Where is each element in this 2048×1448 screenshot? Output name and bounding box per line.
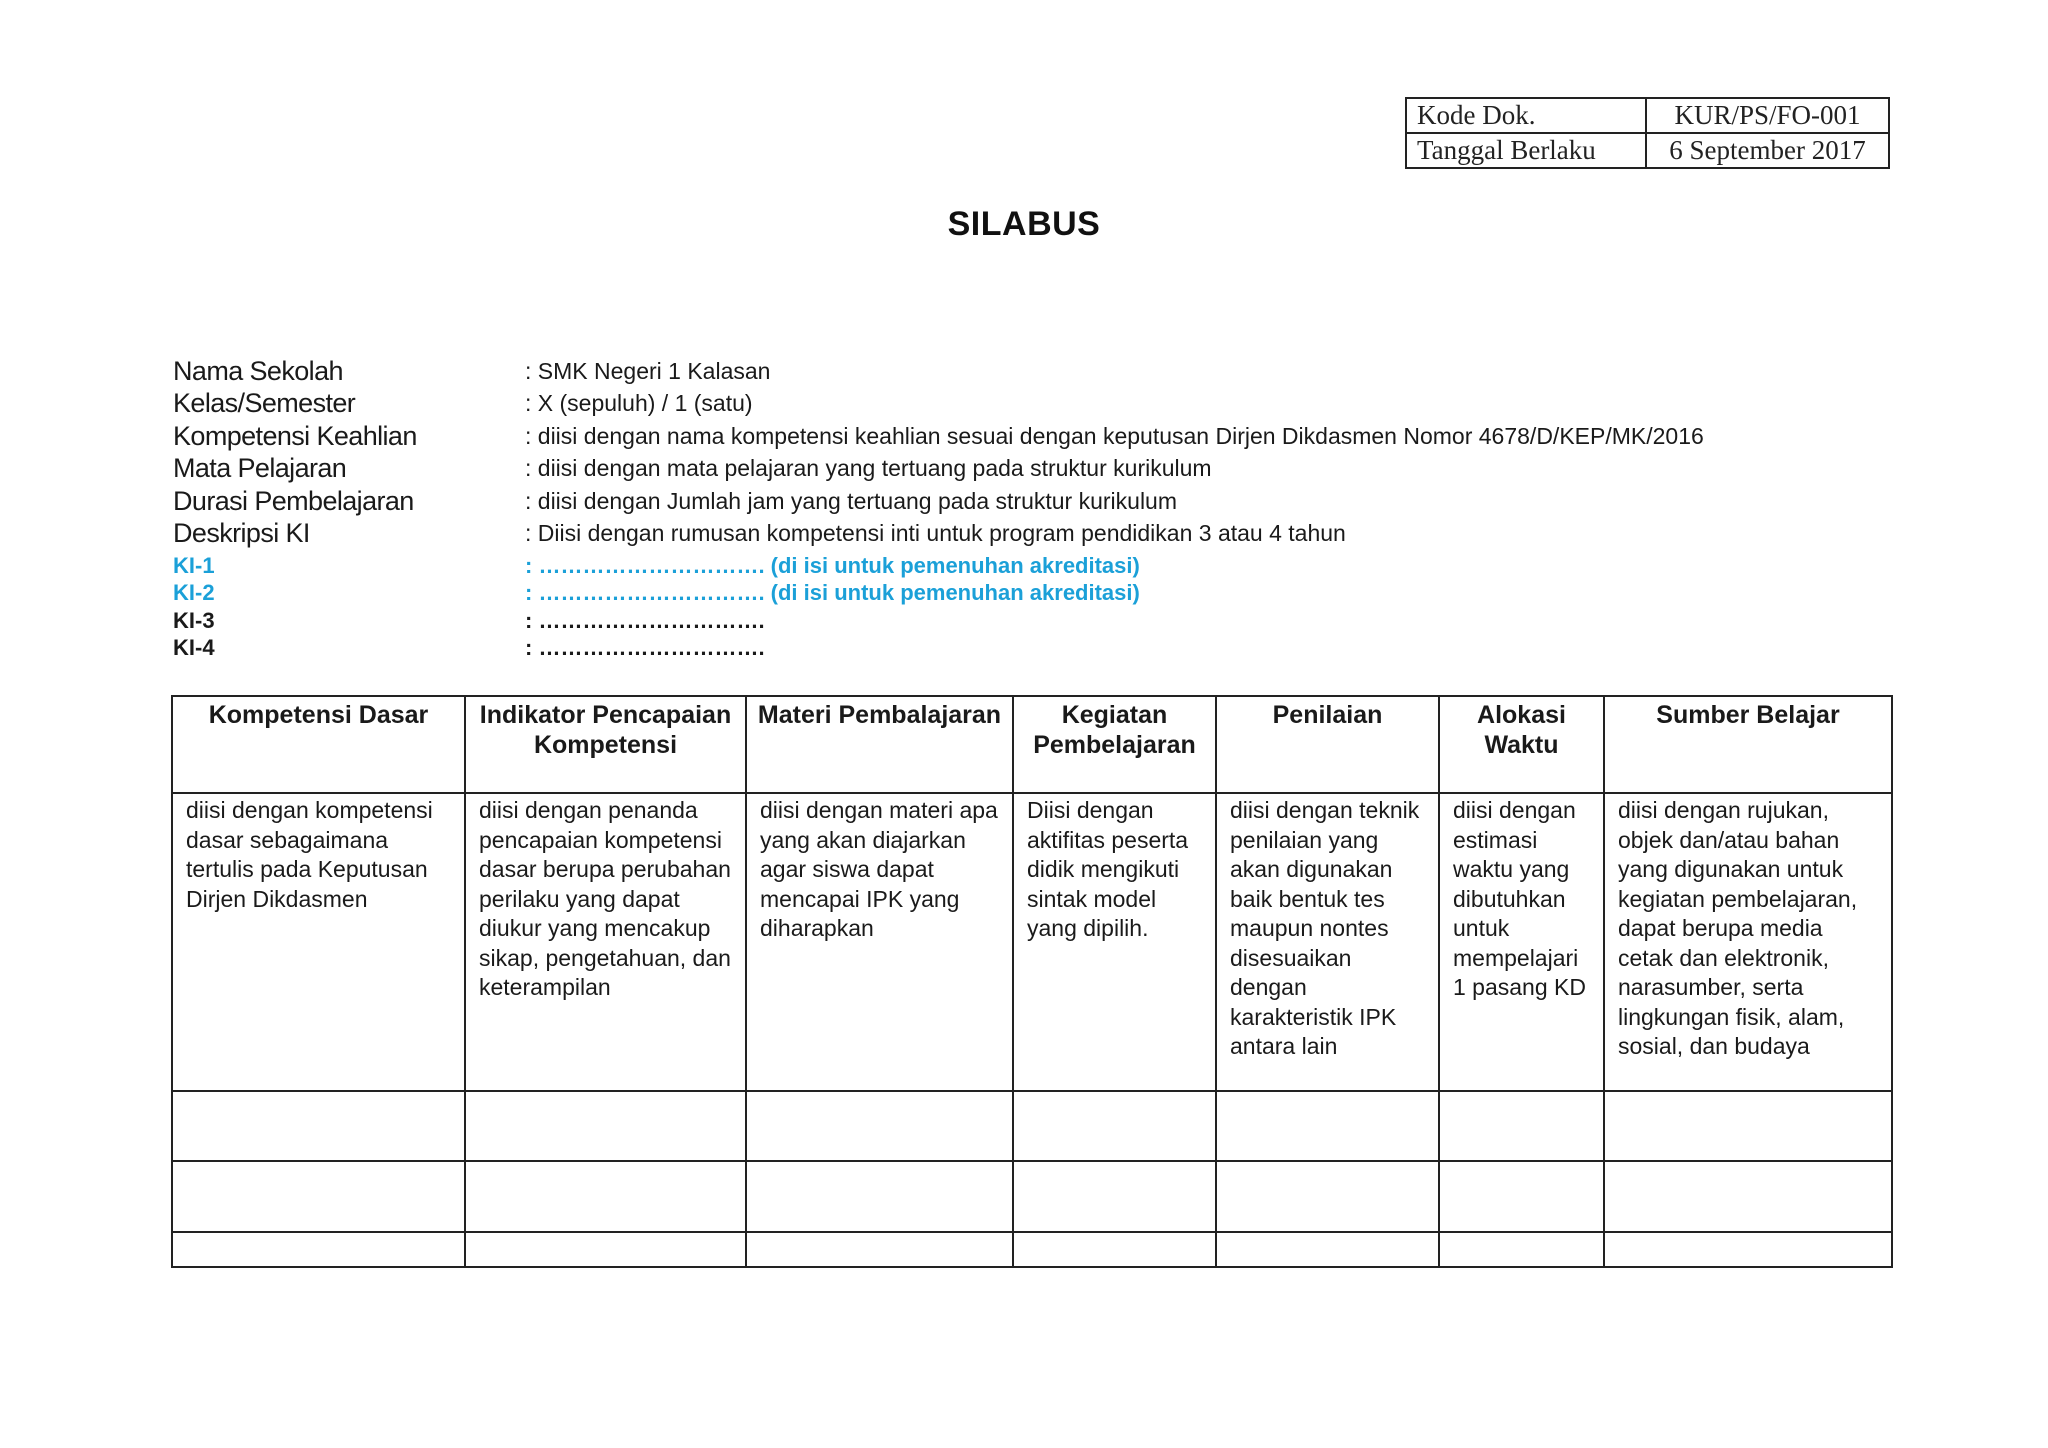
doc-date-label: Tanggal Berlaku — [1406, 133, 1646, 168]
column-header-indikator: Indikator Pencapaian Kompetensi — [465, 696, 746, 793]
info-label: Kompetensi Keahlian — [173, 420, 417, 451]
ki-row-2 — [173, 580, 1933, 608]
table-cell: diisi dengan kompetensi dasar sebagaimana tertulis pada Keputusan Dirjen Dikdasmen — [172, 793, 465, 1091]
empty-cell — [1604, 1091, 1892, 1161]
column-header-sumber-belajar: Sumber Belajar — [1604, 696, 1892, 793]
empty-cell — [1013, 1232, 1216, 1267]
table-row-empty — [172, 1232, 1892, 1267]
identity-section — [173, 355, 1933, 550]
empty-cell — [746, 1161, 1013, 1232]
ki-value: : …………………………. (di isi untuk pemenuhan akreditasi) — [525, 552, 1140, 578]
page-title: SILABUS — [947, 205, 1101, 243]
info-row-competency — [173, 420, 1933, 453]
empty-cell — [465, 1161, 746, 1232]
empty-cell — [172, 1091, 465, 1161]
document-code-box — [1405, 97, 1890, 169]
empty-cell — [1439, 1091, 1604, 1161]
info-row-school — [173, 355, 1933, 388]
table-row — [172, 793, 1892, 1091]
empty-cell — [1604, 1232, 1892, 1267]
table-cell: diisi dengan teknik penilaian yang akan digunakan baik bentuk tes maupun nontes disesuaikan dengan karakteristik IPK antara lain — [1216, 793, 1439, 1091]
info-row-ki-description — [173, 518, 1933, 551]
column-header-kegiatan: Kegiatan Pembelajaran — [1013, 696, 1216, 793]
empty-cell — [1013, 1091, 1216, 1161]
ki-row-4 — [173, 635, 1933, 663]
info-value: : diisi dengan nama kompetensi keahlian sesuai dengan keputusan Dirjen Dikdasmen Nomor 4678/D/KEP/MK/2016 — [525, 422, 1704, 449]
ki-value: : …………………………. (di isi untuk pemenuhan akreditasi) — [525, 580, 1140, 606]
table-row-empty — [172, 1161, 1892, 1232]
doc-code-row — [1406, 98, 1889, 133]
info-label: Kelas/Semester — [173, 388, 356, 419]
empty-cell — [465, 1232, 746, 1267]
doc-date-value: 6 September 2017 — [1646, 133, 1889, 168]
info-label: Mata Pelajaran — [173, 453, 347, 484]
empty-cell — [1216, 1232, 1439, 1267]
core-competency-section — [173, 552, 1933, 662]
doc-code-label: Kode Dok. — [1406, 98, 1646, 133]
table-header-row — [172, 696, 1892, 793]
doc-code-value: KUR/PS/FO-001 — [1646, 98, 1889, 133]
info-row-class-semester — [173, 388, 1933, 421]
table-cell: diisi dengan rujukan, objek dan/atau bahan yang digunakan untuk kegiatan pembelajaran, dapat berupa media cetak dan elektronik, narasumber, serta lingkungan fisik, alam, sosial, dan budaya — [1604, 793, 1892, 1091]
info-value: : diisi dengan mata pelajaran yang tertuang pada struktur kurikulum — [525, 455, 1212, 482]
info-value: : diisi dengan Jumlah jam yang tertuang pada struktur kurikulum — [525, 487, 1178, 514]
ki-label: KI-3 — [173, 607, 215, 633]
ki-row-1 — [173, 552, 1933, 580]
ki-value: : …………………………. — [525, 607, 765, 633]
empty-cell — [465, 1091, 746, 1161]
empty-cell — [1216, 1091, 1439, 1161]
column-header-kompetensi-dasar: Kompetensi Dasar — [172, 696, 465, 793]
ki-label: KI-1 — [173, 552, 215, 578]
info-value: : X (sepuluh) / 1 (satu) — [525, 390, 753, 417]
ki-label: KI-2 — [173, 580, 215, 606]
ki-row-3 — [173, 607, 1933, 635]
info-row-duration — [173, 485, 1933, 518]
info-label: Durasi Pembelajaran — [173, 485, 414, 516]
column-header-materi: Materi Pembalajaran — [746, 696, 1013, 793]
empty-cell — [1439, 1161, 1604, 1232]
table-cell: Diisi dengan aktifitas peserta didik mengikuti sintak model yang dipilih. — [1013, 793, 1216, 1091]
empty-cell — [1013, 1161, 1216, 1232]
column-header-alokasi-waktu: Alokasi Waktu — [1439, 696, 1604, 793]
info-label: Nama Sekolah — [173, 355, 343, 386]
empty-cell — [1604, 1161, 1892, 1232]
empty-cell — [746, 1091, 1013, 1161]
table-cell: diisi dengan estimasi waktu yang dibutuhkan untuk mempelajari 1 pasang KD — [1439, 793, 1604, 1091]
info-value: : Diisi dengan rumusan kompetensi inti untuk program pendidikan 3 atau 4 tahun — [525, 520, 1346, 547]
info-row-subject — [173, 453, 1933, 486]
table-cell: diisi dengan materi apa yang akan diajarkan agar siswa dapat mencapai IPK yang diharapkan — [746, 793, 1013, 1091]
table-cell: diisi dengan penanda pencapaian kompetensi dasar berupa perubahan perilaku yang dapat diukur yang mencakup sikap, pengetahuan, dan keterampilan — [465, 793, 746, 1091]
empty-cell — [172, 1161, 465, 1232]
empty-cell — [1439, 1232, 1604, 1267]
info-value: : SMK Negeri 1 Kalasan — [525, 357, 771, 384]
table-row-empty — [172, 1091, 1892, 1161]
empty-cell — [172, 1232, 465, 1267]
empty-cell — [1216, 1161, 1439, 1232]
ki-value: : …………………………. — [525, 635, 765, 661]
info-label: Deskripsi KI — [173, 518, 310, 549]
doc-date-row — [1406, 133, 1889, 168]
syllabus-table — [171, 695, 1893, 1268]
ki-label: KI-4 — [173, 635, 215, 661]
column-header-penilaian: Penilaian — [1216, 696, 1439, 793]
empty-cell — [746, 1232, 1013, 1267]
